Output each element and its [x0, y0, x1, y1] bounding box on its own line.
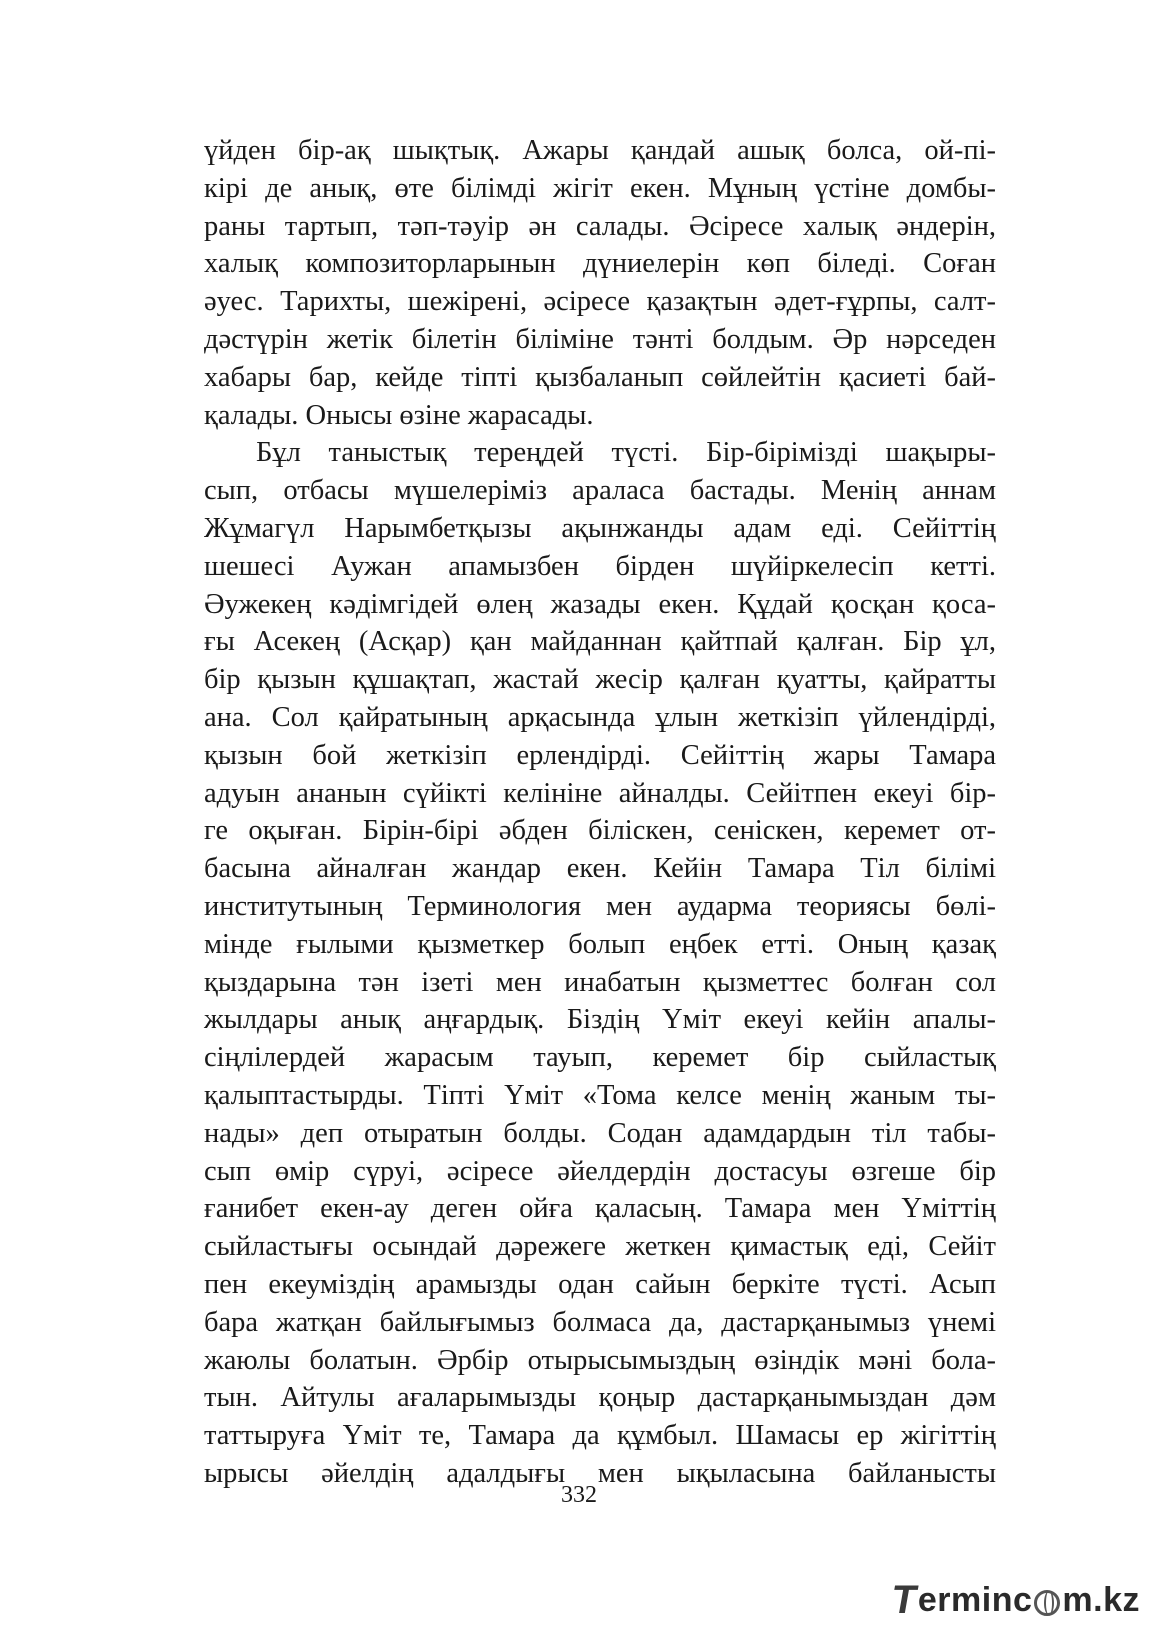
text-line: адуын ананын сүйікті келініне айналды. Сейітпен екеуі бір-	[204, 777, 996, 809]
text-line: жаюлы болатын. Әрбір отырысымыздың өзіндік мәні бола-	[204, 1344, 996, 1376]
text-line: қыздарына тән ізеті мен инабатын қызметтес болған сол	[204, 966, 996, 998]
watermark-logo	[888, 1578, 1140, 1623]
paragraph-2	[204, 434, 996, 1492]
text-line: сып, отбасы мүшелеріміз араласа бастады. Менің аннам	[204, 475, 996, 507]
text-line: ге оқыған. Бірін-бірі әбден біліскен, сеніскен, керемет от-	[204, 815, 996, 847]
text-line: сыйластығы осындай дәрежеге жеткен қимастық еді, Сейіт	[204, 1231, 996, 1263]
text-line: Әужекең кәдімгідей өлең жазады екен. Құдай қосқан қоса-	[204, 588, 996, 620]
text-line: бір қызын құшақтап, жастай жесір қалған қуатты, қайратты	[204, 664, 996, 696]
watermark-text-part: c	[1012, 1581, 1033, 1619]
text-line: қалады. Онысы өзіне жарасады.	[204, 399, 594, 431]
globe-icon	[1034, 1590, 1060, 1616]
text-line: тын. Айтулы ағаларымызды қоңыр дастарқанымыздан дәм	[204, 1382, 996, 1414]
text-line: ана. Сол қайратының арқасында ұлын жеткізіп үйлендірді,	[204, 701, 996, 733]
text-line: жылдары анық аңғардық. Біздің Үміт екеуі кейін апалы-	[204, 1004, 996, 1036]
text-line: раны тартып, тәп-тәуір ән салады. Әсіресе халық әндерін,	[204, 210, 996, 242]
text-line: хабары бар, кейде тіпті қызбаланып сөйлейтін қасиеті бай-	[204, 361, 996, 393]
text-line: нады» деп отыратын болды. Содан адамдардын тіл табы-	[204, 1117, 996, 1149]
text-line: ғанибет екен-ау деген ойға қаласың. Тамара мен Үміттің	[204, 1193, 996, 1225]
text-line: басына айналған жандар екен. Кейін Тамара Тіл білімі	[204, 853, 996, 885]
page-body	[204, 132, 996, 1493]
text-line: үйден бір-ақ шықтық. Ажары қандай ашық болса, ой-пі-	[204, 135, 996, 166]
text-line: ырысы әйелдің адалдығы мен ықыласына байланысты	[204, 1457, 996, 1489]
text-line: кірі де анық, өте білімді жігіт екен. Мұның үстіне домбы-	[204, 172, 996, 204]
text-line: институтының Терминология мен аударма теориясы бөлі-	[204, 890, 996, 922]
text-line: сып өмір сүруі, әсіресе әйелдердін достасуы өзгеше бір	[204, 1155, 996, 1187]
text-line: сіңлілердей жарасым тауып, керемет бір сыйластық	[204, 1042, 996, 1074]
text-line: таттыруға Үміт те, Тамара да құмбыл. Шамасы ер жігіттің	[204, 1420, 996, 1452]
text-line: Жұмагүл Нарымбетқызы ақынжанды адам еді. Сейіттің	[204, 512, 996, 544]
text-line: бара жатқан байлығымыз болмаса да, дастарқанымыз үнемі	[204, 1306, 996, 1338]
text-line: ғы Асекең (Асқар) қан майданнан қайтпай қалған. Бір ұл,	[204, 626, 996, 658]
text-line: дәстүрін жетік білетін біліміне тәнті болдым. Әр нәрседен	[204, 323, 996, 355]
text-line: Бұл таныстық тереңдей түсті. Бір-бірімізді шақыры-	[256, 437, 996, 469]
watermark-text-part: ermin	[917, 1581, 1013, 1619]
text-line: халық композиторларынын дүниелерін көп біледі. Соған	[204, 248, 996, 280]
page-number: 332	[561, 1482, 597, 1508]
text-line: қалыптастырды. Тіпті Үміт «Тома келсе менің жаным ты-	[204, 1079, 996, 1111]
watermark-text-part: m.kz	[1062, 1581, 1140, 1619]
paragraph-1	[204, 132, 996, 434]
text-line: әуес. Тарихты, шежірені, әсіресе қазақтын әдет-ғұрпы, салт-	[204, 286, 996, 318]
text-line: шешесі Аужан апамызбен бірден шүйіркелесіп кетті.	[204, 550, 996, 582]
text-line: мінде ғылыми қызметкер болып еңбек етті. Оның қазақ	[204, 928, 996, 960]
watermark-initial: T	[888, 1578, 921, 1622]
text-line: пен екеуміздің арамызды одан сайын беркіте түсті. Асып	[204, 1268, 996, 1300]
text-line: қызын бой жеткізіп ерлендірді. Сейіттің жары Тамара	[204, 739, 996, 771]
